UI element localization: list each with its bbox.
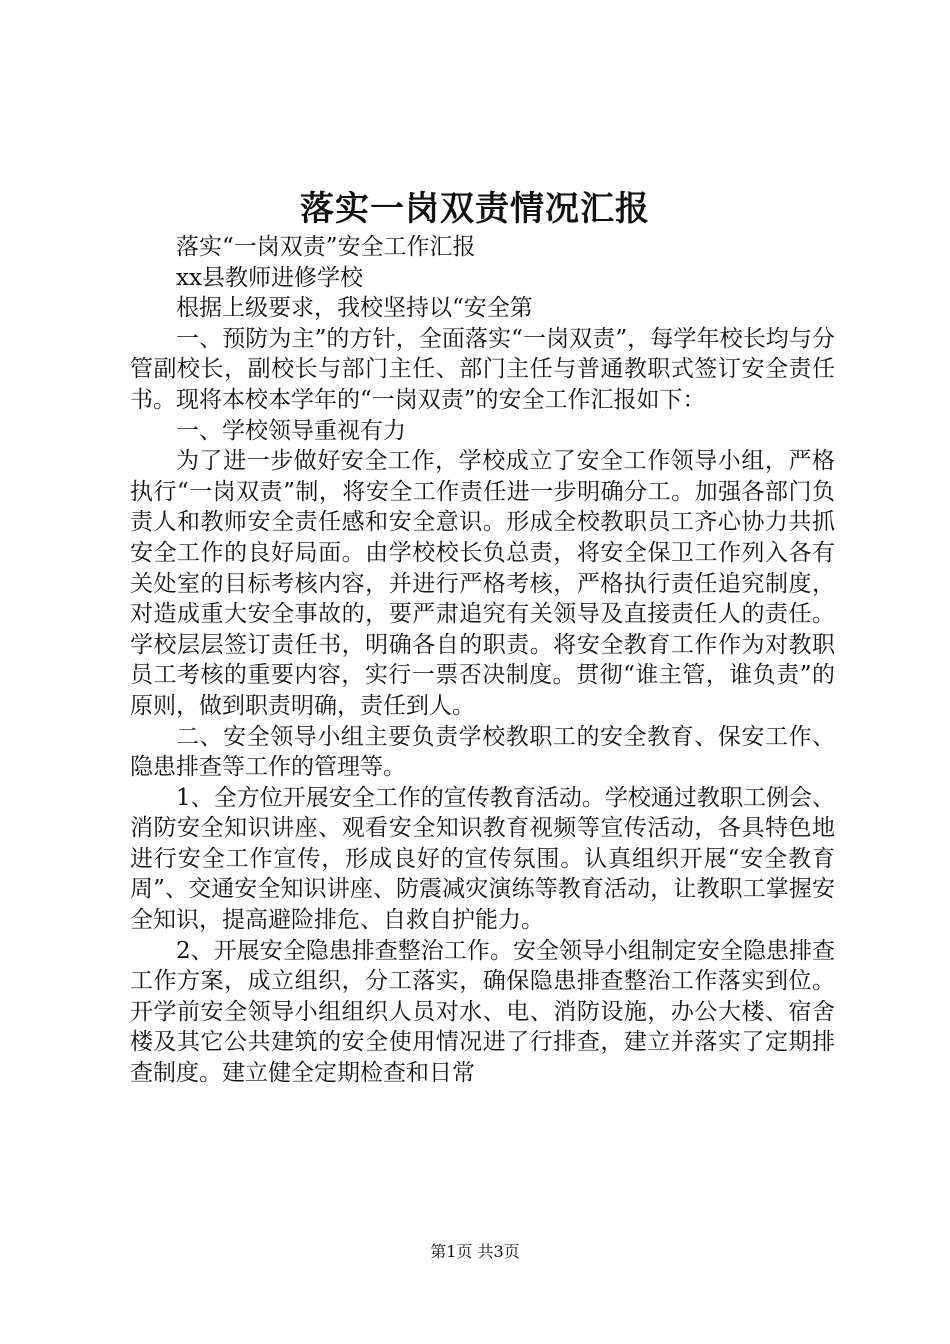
paragraph-school-name: xx县教师进修学校 — [176, 264, 363, 291]
paragraph-report-heading: 落实“一岗双责”安全工作汇报 — [176, 234, 476, 260]
paragraph-education-activities: 1、全方位开展安全工作的宣传教育活动。学校通过教职工例会、消防安全知识讲座、观看安全知识教育视频等宣传活动，各具特色地进行安全工作宣传，形成良好的宣传氛围。认真组织开展“安全教育周”、交通安全知识讲座、防震减灾演练等教育活动，让教职工掌握安全知识，提高避险排危、自救自护能力。 — [130, 784, 835, 934]
paragraph-intro: 根据上级要求，我校坚持以“安全第 — [176, 295, 533, 322]
paragraph-hazard-inspection: 2、开展安全隐患排查整治工作。安全领导小组制定安全隐患排查工作方案，成立组织，分工落实，确保隐患排查整治工作落实到位。开学前安全领导小组组织人员对水、电、消防设施，办公大楼、宿舍楼及其它公共建筑的安全使用情况进了行排查，建立并落实了定期排查制度。建立健全定期检查和日常 — [130, 937, 835, 1087]
document-body — [130, 232, 835, 1089]
page-footer: 第1页 共3页 — [430, 1242, 520, 1261]
document-title: 落实一岗双责情况汇报 — [300, 189, 650, 229]
paragraph-policy: 一、预防为主”的方针，全面落实“一岗双责”，每学年校长均与分管副校长，副校长与部门主任、部门主任与普通教职式签订安全责任书。现将本校本学年的“一岗双责”的安全工作汇报如下： — [130, 325, 835, 413]
section-heading-2: 二、安全领导小组主要负责学校教职工的安全教育、保安工作、隐患排查等工作的管理等。 — [130, 723, 835, 781]
section-heading-1: 一、学校领导重视有力 — [176, 417, 406, 444]
paragraph-leadership: 为了进一步做好安全工作，学校成立了安全工作领导小组，严格执行“一岗双责”制，将安全工作责任进一步明确分工。加强各部门负责人和教师安全责任感和安全意识。形成全校教职员工齐心协力共抓安全工作的良好局面。由学校校长负总责，将安全保卫工作列入各有关处室的目标考核内容，并进行严格考核，严格执行责任追究制度，对造成重大安全事故的，要严肃追究有关领导及直接责任人的责任。学校层层签订责任书，明确各自的职责。将安全教育工作作为对教职员工考核的重要内容，实行一票否决制度。贯彻“谁主管，谁负责”的原则，做到职责明确，责任到人。 — [130, 448, 835, 719]
